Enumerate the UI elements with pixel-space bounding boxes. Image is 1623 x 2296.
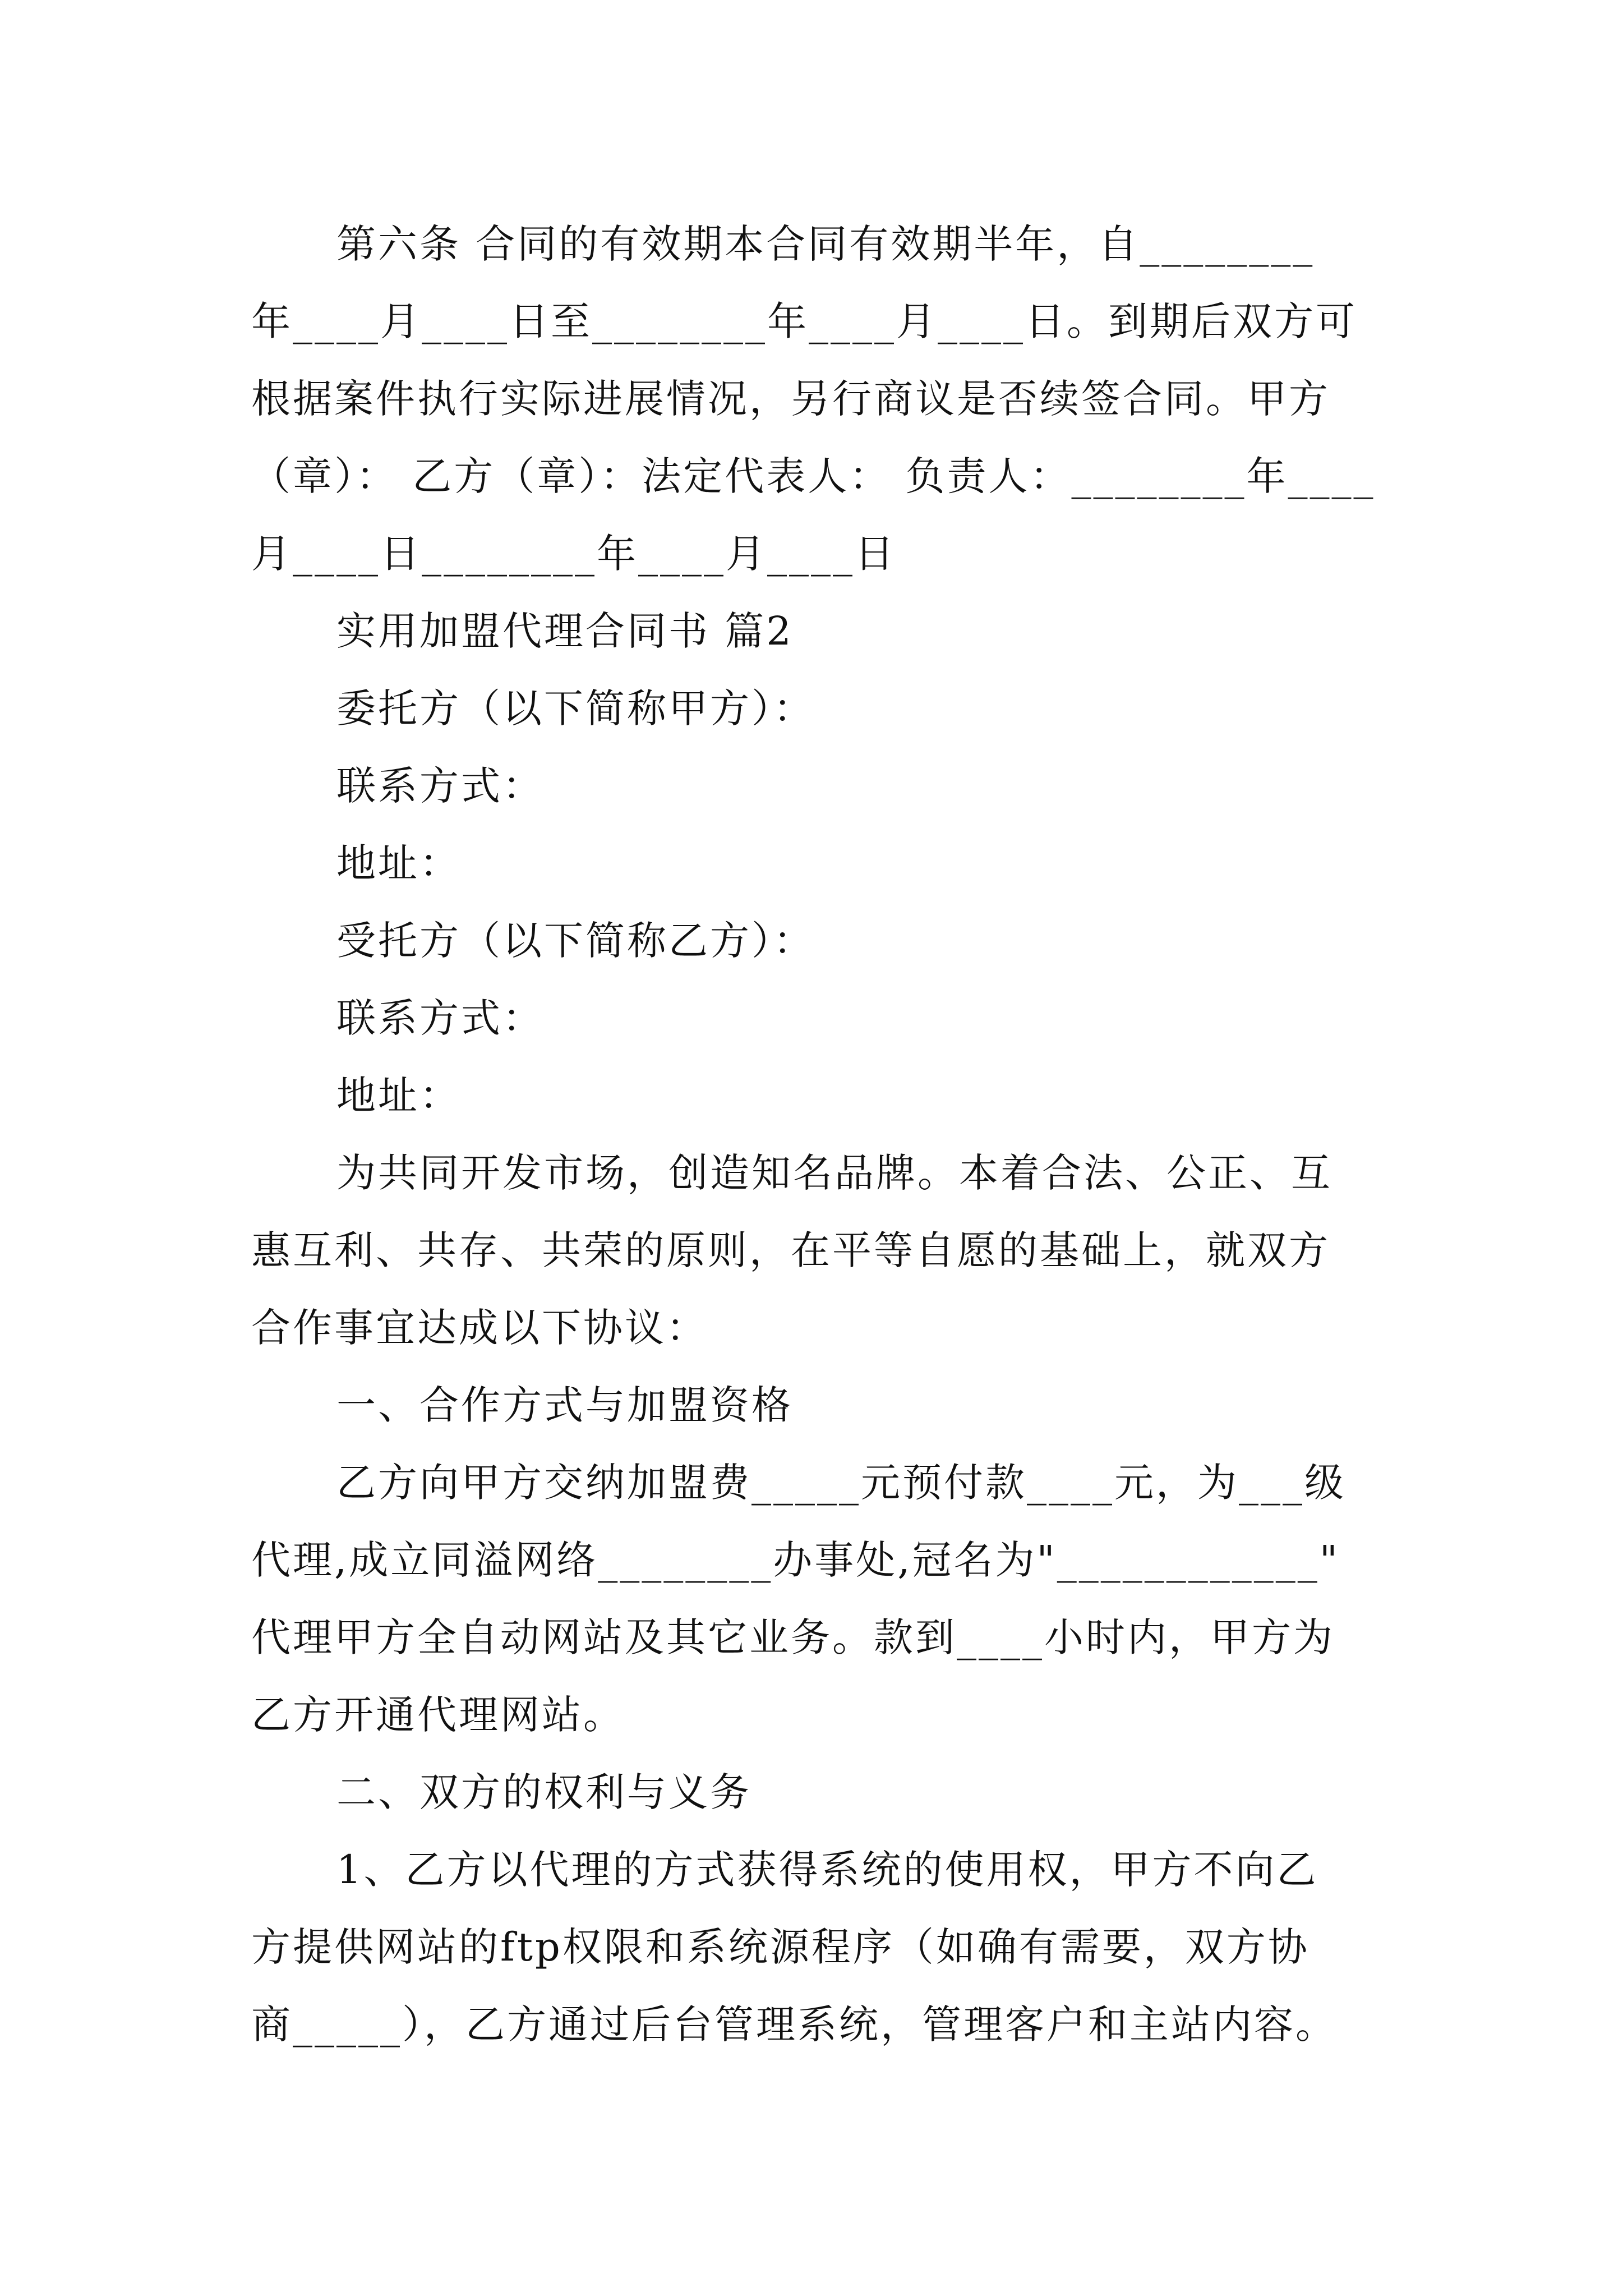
section-heading: 一、合作方式与加盟资格 (336, 1382, 793, 1428)
text-line: 合作事宜达成以下协议： (251, 1305, 708, 1351)
text-line: 1、乙方以代理的方式获得系统的使用权，甲方不向乙 (336, 1847, 1318, 1893)
text-line: 商_____），乙方通过后台管理系统，管理客户和主站内容。 (251, 2001, 1337, 2047)
text-line: 代理,成立同溢网络________办事处,冠名为"____________" (251, 1537, 1340, 1583)
text-line: 第六条 合同的有效期本合同有效期半年，自________ (336, 221, 1315, 267)
text-line: 惠互利、共存、共荣的原则，在平等自愿的基础上，就双方 (251, 1227, 1330, 1273)
text-line: （章）： 乙方（章）：法定代表人： 负责人：________年____ (251, 453, 1376, 499)
text-line: 联系方式： (336, 763, 544, 809)
text-line: 乙方向甲方交纳加盟费_____元预付款____元，为___级 (336, 1460, 1346, 1506)
text-line: 月____日________年____月____日 (251, 531, 896, 577)
text-line: 年____月____日至________年____月____日。到期后双方可 (251, 298, 1357, 344)
text-line: 方提供网站的ftp权限和系统源程序（如确有需要，双方协 (251, 1924, 1310, 1970)
section-heading: 实用加盟代理合同书 篇2 (336, 608, 794, 654)
text-line: 委托方（以下简称甲方）： (336, 685, 815, 731)
text-line: 联系方式： (336, 995, 544, 1041)
text-line: 乙方开通代理网站。 (251, 1692, 625, 1738)
text-line: 为共同开发市场，创造知名品牌。本着合法、公正、互 (336, 1150, 1332, 1196)
section-heading: 二、双方的权利与义务 (336, 1769, 751, 1815)
text-line: 代理甲方全自动网站及其它业务。款到____小时内，甲方为 (251, 1614, 1335, 1660)
text-line: 根据案件执行实际进展情况，另行商议是否续签合同。甲方 (251, 376, 1330, 422)
text-line: 地址： (336, 840, 461, 886)
text-line: 地址： (336, 1073, 461, 1119)
text-line: 受托方（以下简称乙方）： (336, 918, 815, 964)
